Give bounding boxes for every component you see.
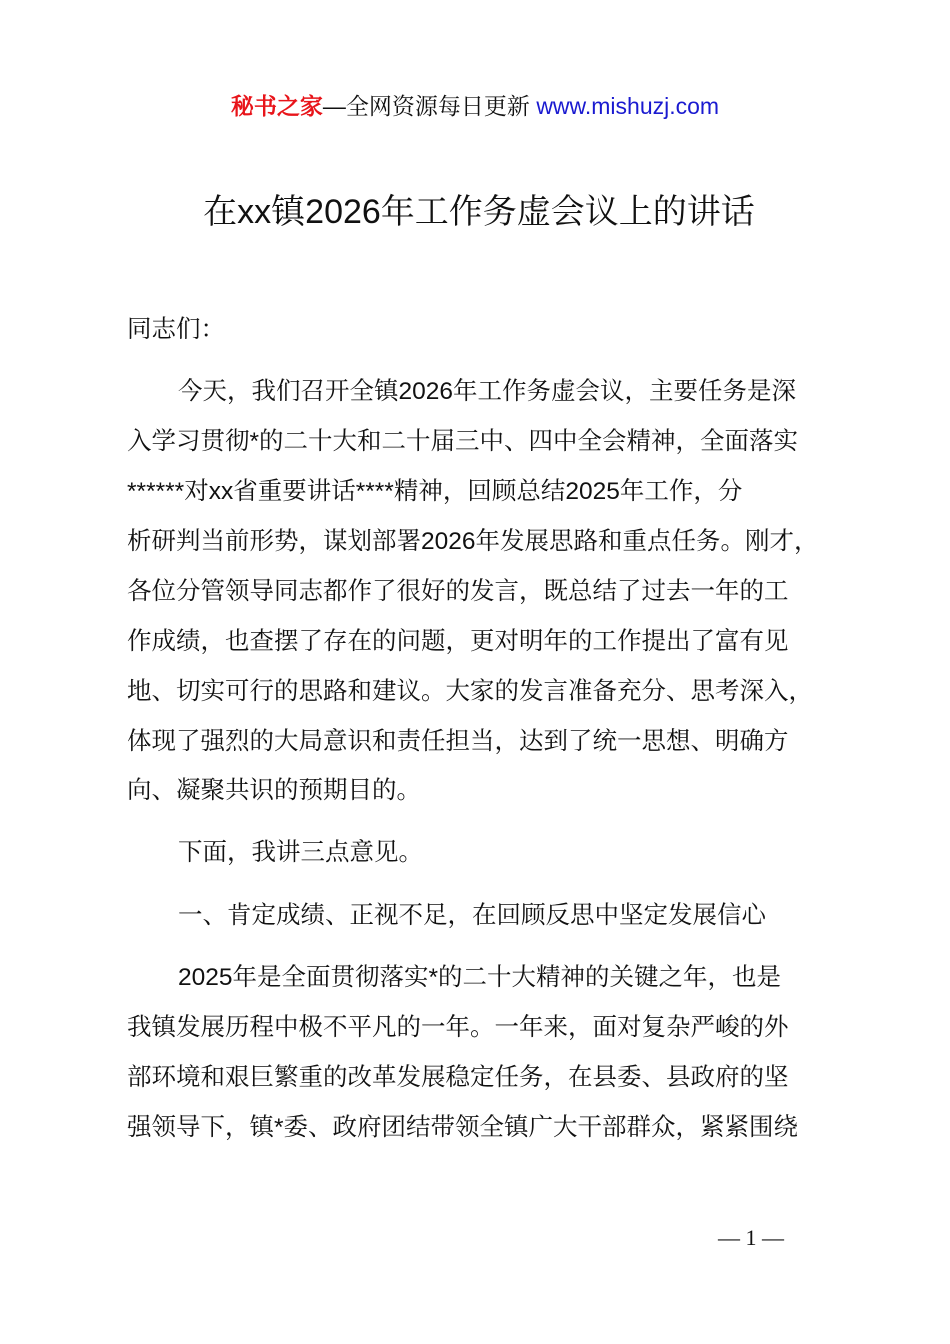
- paragraph-line: 今天，我们召开全镇2026年工作务虚会议，主要任务是深: [178, 378, 797, 405]
- paragraph-line: 向、凝聚共识的预期目的。: [127, 777, 421, 804]
- paragraph-line: 析研判当前形势，谋划部署2026年发展思路和重点任务。刚才，: [127, 528, 819, 555]
- paragraph-line: 下面，我讲三点意见。: [178, 839, 423, 866]
- paragraph-line: 我镇发展历程中极不平凡的一年。一年来，面对复杂严峻的外: [127, 1014, 789, 1041]
- page-number: — 1 —: [718, 1225, 784, 1250]
- site-url-link[interactable]: www.mishuzj.com: [536, 93, 720, 119]
- paragraph-line: 入学习贯彻*的二十大和二十届三中、四中全会精神，全面落实: [127, 428, 799, 455]
- banner-slogan: —全网资源每日更新: [322, 93, 537, 119]
- paragraph-line: 2025年是全面贯彻落实*的二十大精神的关键之年，也是: [178, 964, 782, 991]
- document-title: 在xx镇2026年工作务虚会议上的讲话: [203, 193, 755, 231]
- paragraph-line: 作成绩，也查摆了存在的问题，更对明年的工作提出了富有见: [127, 628, 789, 655]
- paragraph-line: 地、切实可行的思路和建议。大家的发言准备充分、思考深入，: [127, 678, 813, 705]
- site-banner: [0, 88, 950, 121]
- paragraph-line: 部环境和艰巨繁重的改革发展稳定任务，在县委、县政府的坚: [127, 1064, 789, 1091]
- brand-name: 秘书之家: [230, 93, 323, 119]
- section-heading: 一、肯定成绩、正视不足，在回顾反思中坚定发展信心: [178, 902, 766, 929]
- salutation: 同志们：: [127, 316, 225, 343]
- paragraph-line: 体现了强烈的大局意识和责任担当，达到了统一思想、明确方: [127, 728, 789, 755]
- paragraph-line: ******对xx省重要讲话****精神，回顾总结2025年工作，分: [127, 478, 743, 505]
- paragraph-line: 各位分管领导同志都作了很好的发言，既总结了过去一年的工: [127, 578, 789, 605]
- paragraph-line: 强领导下，镇*委、政府团结带领全镇广大干部群众，紧紧围绕: [127, 1114, 799, 1141]
